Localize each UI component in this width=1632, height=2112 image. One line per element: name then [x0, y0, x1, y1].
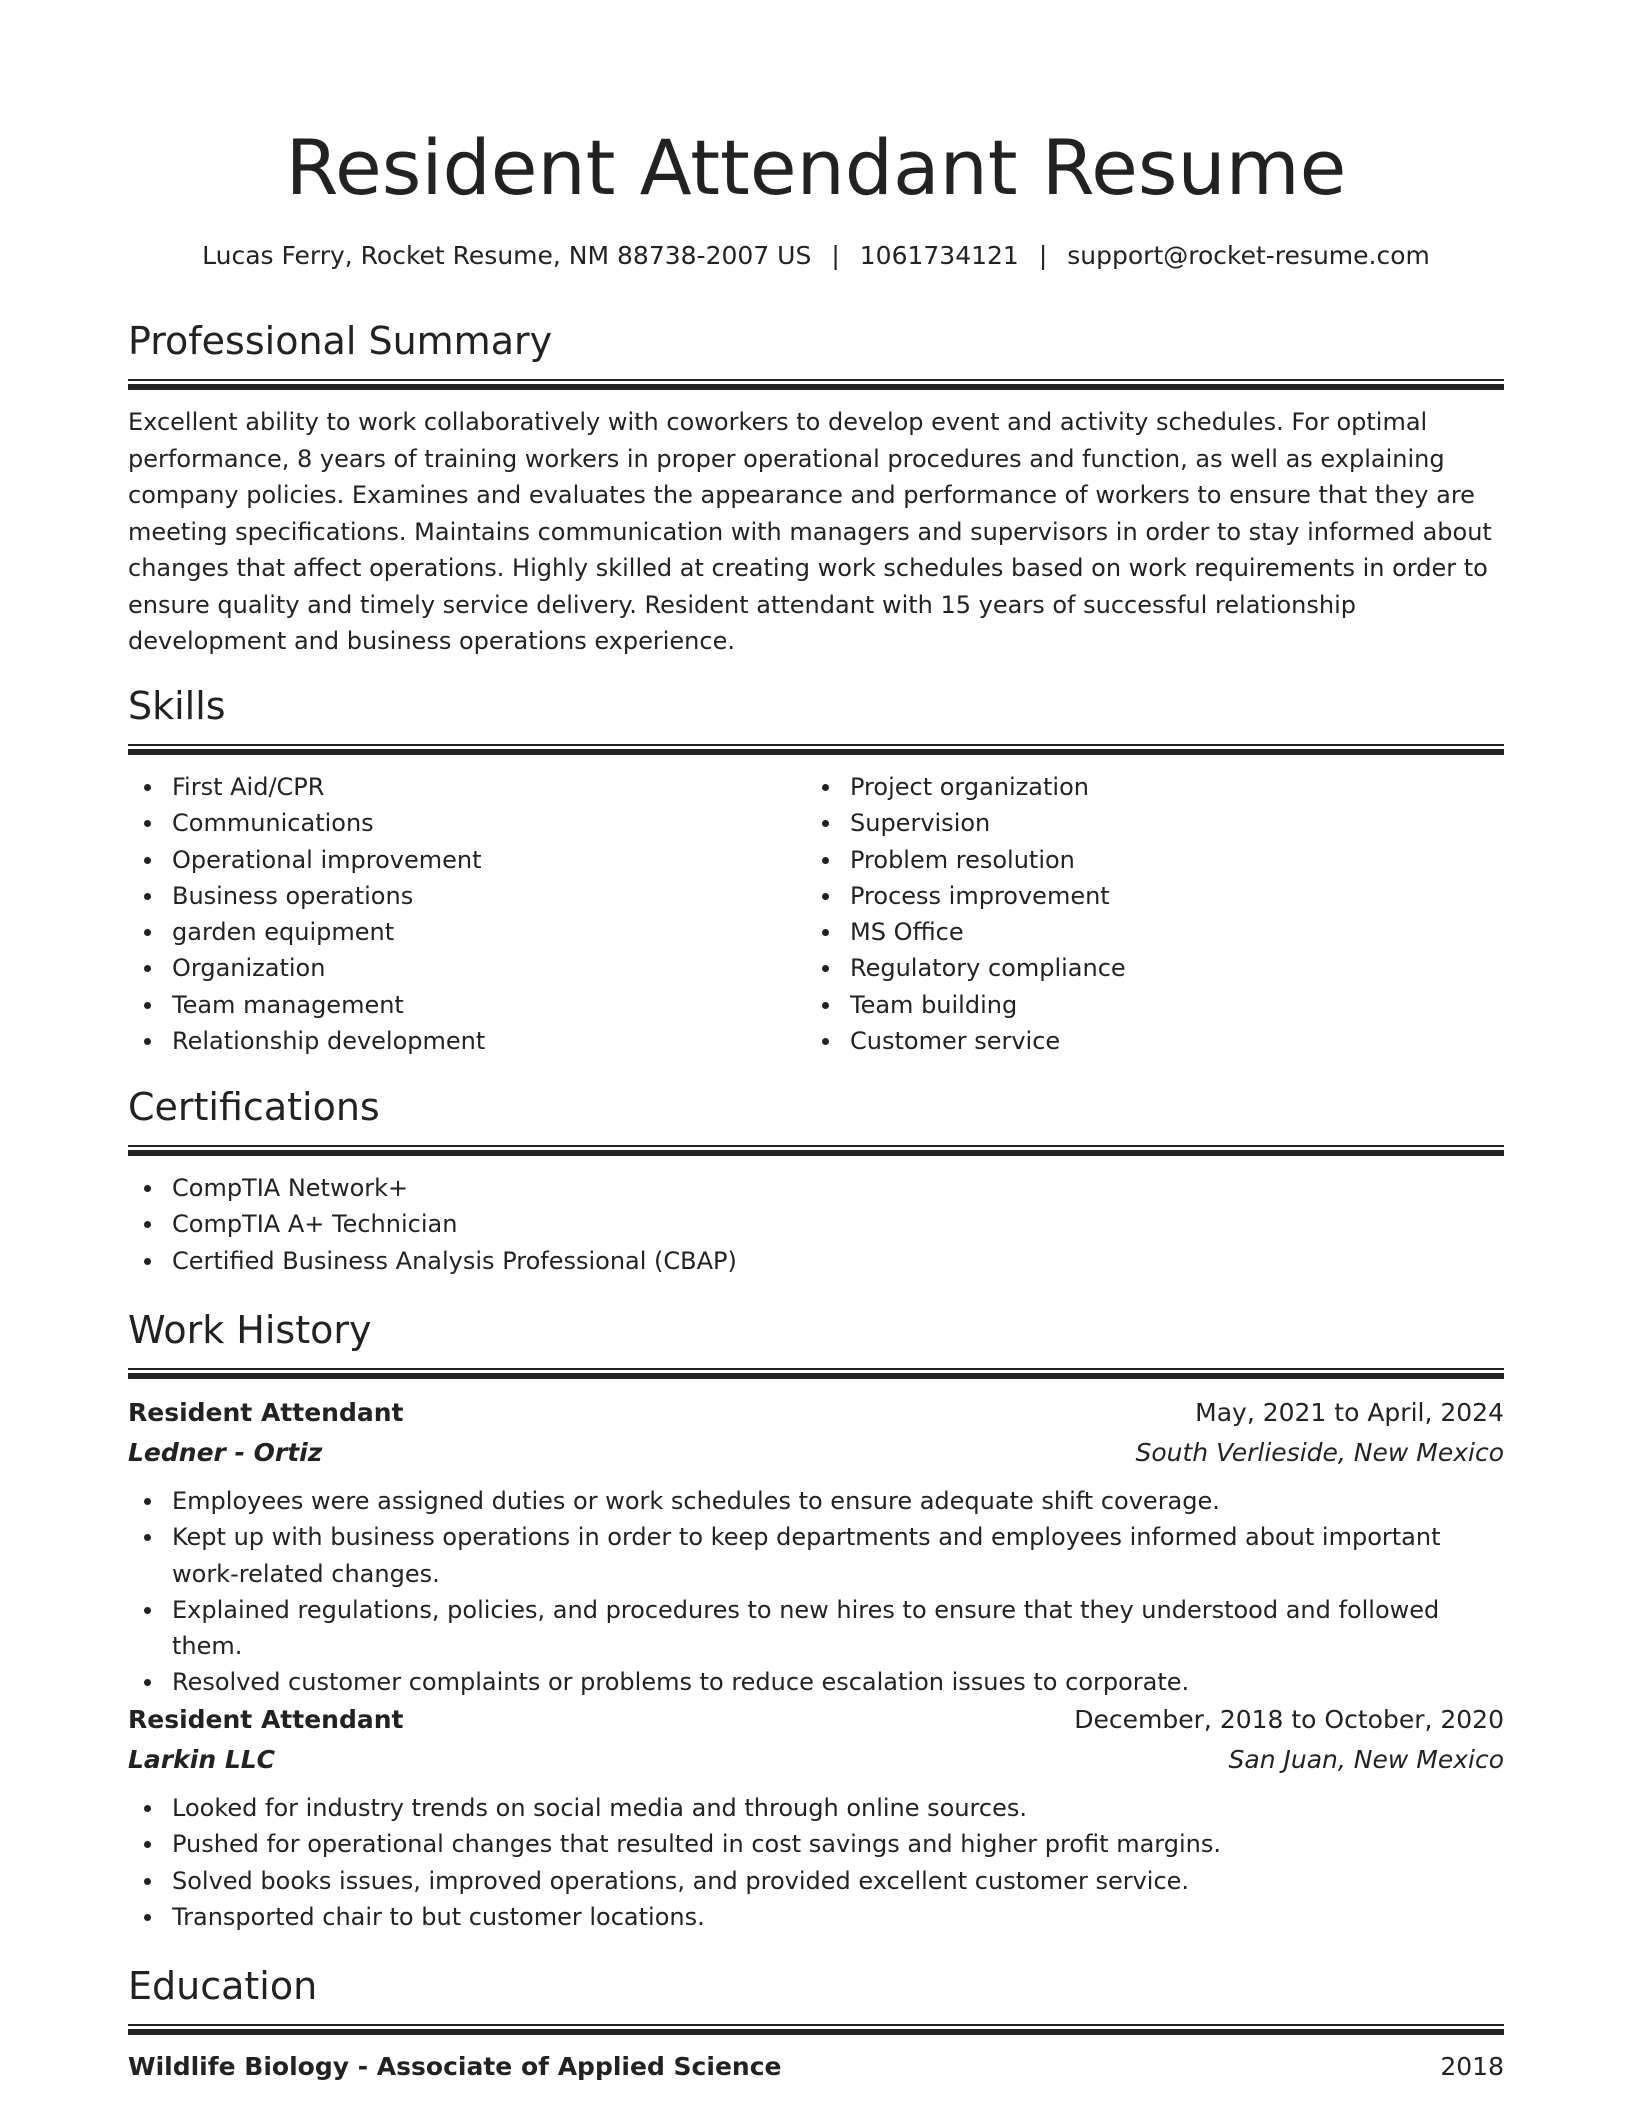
job-location: South Verlieside, New Mexico	[1135, 1438, 1504, 1467]
skill-item: Supervision	[806, 805, 1484, 841]
job-dates: May, 2021 to April, 2024	[1195, 1398, 1504, 1427]
skill-item: Team management	[128, 987, 806, 1023]
contact-email: support@rocket-resume.com	[1067, 241, 1430, 270]
skill-item: Relationship development	[128, 1023, 806, 1059]
skill-item: garden equipment	[128, 914, 806, 950]
certification-item: CompTIA A+ Technician	[128, 1206, 1504, 1242]
job-title: Resident Attendant	[128, 1398, 404, 1427]
skill-item: Regulatory compliance	[806, 950, 1484, 986]
job-duty: Explained regulations, policies, and procedures to new hires to ensure that they understood and followed them.	[128, 1592, 1504, 1665]
skill-item: Operational improvement	[128, 842, 806, 878]
job-entry-second	[128, 1700, 1504, 1935]
education-degree: Wildlife Biology - Associate of Applied Science	[128, 2052, 782, 2081]
education-section	[128, 1962, 1504, 2087]
job-duties-list	[128, 1790, 1504, 1935]
work-history-section	[128, 1306, 1504, 1701]
certifications-section	[128, 1083, 1504, 1279]
work-history-heading: Work History	[128, 1308, 372, 1352]
summary-heading: Professional Summary	[128, 319, 553, 363]
section-divider	[128, 379, 1504, 390]
certification-item: CompTIA Network+	[128, 1170, 1504, 1206]
section-divider	[128, 1368, 1504, 1379]
skills-heading: Skills	[128, 684, 226, 728]
job-company-row	[128, 1740, 1504, 1780]
skill-item: Communications	[128, 805, 806, 841]
job-header-row	[128, 1393, 1504, 1433]
section-divider	[128, 744, 1504, 755]
job-location: San Juan, New Mexico	[1228, 1745, 1504, 1774]
skills-columns	[128, 769, 1504, 1059]
job-company-row	[128, 1433, 1504, 1473]
job-title: Resident Attendant	[128, 1705, 404, 1734]
job-header-row	[128, 1700, 1504, 1740]
job-duties-list	[128, 1483, 1504, 1701]
job-duty: Solved books issues, improved operations, and provided excellent customer service.	[128, 1863, 1504, 1899]
education-entry	[128, 2047, 1504, 2087]
resume-title: Resident Attendant Resume	[285, 123, 1347, 212]
job-duty: Transported chair to but customer locations.	[128, 1899, 1504, 1935]
education-year: 2018	[1440, 2052, 1504, 2081]
job-dates: December, 2018 to October, 2020	[1074, 1705, 1504, 1734]
certifications-heading: Certifications	[128, 1085, 380, 1129]
section-divider	[128, 1145, 1504, 1156]
skill-item: Team building	[806, 987, 1484, 1023]
contact-phone: 1061734121	[859, 241, 1019, 270]
skill-item: First Aid/CPR	[128, 769, 806, 805]
job-duty: Employees were assigned duties or work schedules to ensure adequate shift coverage.	[128, 1483, 1504, 1519]
skill-item: MS Office	[806, 914, 1484, 950]
skill-item: Process improvement	[806, 878, 1484, 914]
contact-address: Lucas Ferry, Rocket Resume, NM 88738-2007 US	[202, 241, 812, 270]
job-duty: Kept up with business operations in order to keep departments and employees informed about important work-related changes.	[128, 1519, 1504, 1592]
contact-separator: |	[831, 241, 840, 270]
certification-item: Certified Business Analysis Professional (CBAP)	[128, 1243, 1504, 1279]
contact-line	[128, 238, 1504, 274]
skills-list-right	[806, 769, 1484, 1059]
skill-item: Customer service	[806, 1023, 1484, 1059]
skill-item: Problem resolution	[806, 842, 1484, 878]
job-duty: Pushed for operational changes that resulted in cost savings and higher profit margins.	[128, 1826, 1504, 1862]
job-entry	[128, 1393, 1504, 1701]
skills-section	[128, 682, 1504, 1059]
job-duty: Looked for industry trends on social media and through online sources.	[128, 1790, 1504, 1826]
job-company: Ledner - Ortiz	[128, 1438, 323, 1467]
summary-text: Excellent ability to work collaboratively with coworkers to develop event and activity schedules. For optimal performance, 8 years of training workers in proper operational procedures and function, as well as explaining company policies. Examines and evaluates the appearance and performance of workers to ensure that they are meeting specifications. Maintains communication with managers and supervisors in order to stay informed about changes that affect operations. Highly skilled at creating work schedules based on work requirements in order to ensure quality and timely service delivery. Resident attendant with 15 years of successful relationship development and business operations experience.	[128, 408, 1492, 655]
skill-item: Project organization	[806, 769, 1484, 805]
education-heading: Education	[128, 1964, 318, 2008]
skill-item: Business operations	[128, 878, 806, 914]
skills-list-left	[128, 769, 806, 1059]
certifications-list	[128, 1170, 1504, 1279]
skill-item: Organization	[128, 950, 806, 986]
contact-separator: |	[1038, 241, 1048, 270]
section-divider	[128, 2024, 1504, 2035]
job-company: Larkin LLC	[128, 1745, 276, 1774]
summary-section	[128, 317, 1504, 660]
job-duty: Resolved customer complaints or problems to reduce escalation issues to corporate.	[128, 1664, 1504, 1700]
